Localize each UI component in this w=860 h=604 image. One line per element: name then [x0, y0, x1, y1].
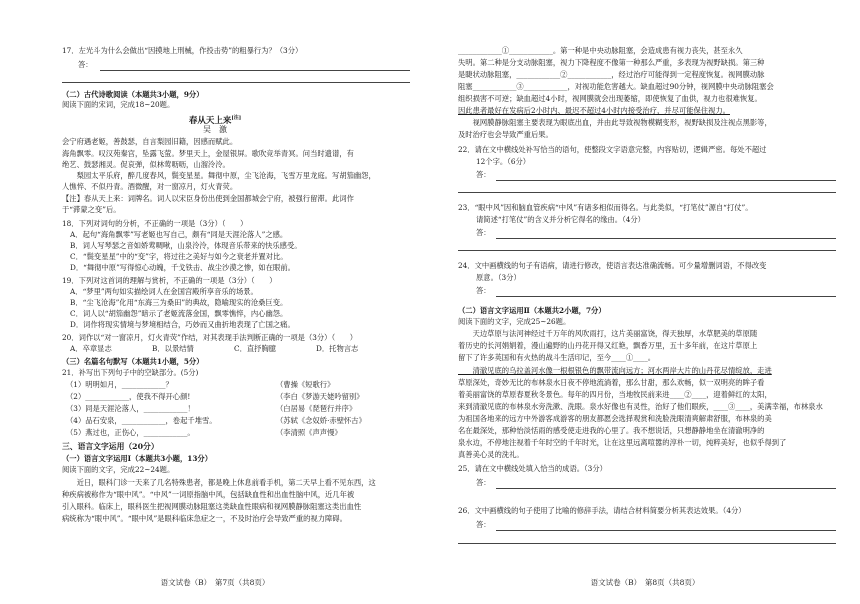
- poem-line: 梨园太平乐府，醉几度春风，鬓变星星。舞彻中原，尘飞沧海，飞雪万里龙庭。写胡笳幽怨，: [62, 171, 376, 180]
- fill-blank-item[interactable]: （3）同是天涯沦落人，____________！: [66, 404, 195, 413]
- question-18: 18．下列对词句的分析，不正确的一项是（3分）（ ）: [62, 219, 248, 228]
- option[interactable]: B．以景结情: [152, 344, 194, 353]
- passage-line: 近日，眼科门诊一天来了几名特殊患者，都是晚上休息前看手机，第二天早上看不见东西，这: [62, 478, 376, 487]
- right-page: [430, 0, 860, 604]
- answer-line[interactable]: [458, 543, 836, 544]
- page-footer: 语文试卷（B） 第7页（共8页）: [160, 578, 270, 587]
- option[interactable]: A．起句“海角飘零”写老姬也写自己，颇有“同是天涯沦落人”之感。: [70, 230, 288, 239]
- answer-line[interactable]: [496, 238, 836, 239]
- fill-blank-item[interactable]: （5）燕过也，正伤心，____________。: [66, 428, 195, 437]
- section-intro: 阅读下面的宋词，完成18~20题。: [62, 100, 175, 109]
- question-21: 21．补写出下列句子中的空缺部分。(5分): [62, 368, 199, 377]
- answer-line[interactable]: [458, 250, 836, 251]
- answer-label: 答：: [476, 170, 491, 179]
- question-22: 22．请在文中横线处补写恰当的语句，使整段文字语意完整，内容贴切，逻辑严密。每处不超过: [458, 145, 767, 154]
- passage-line: 来到清澈见底的布林泉水旁洗漱、洗眼。泉水好像也有灵性，治好了他们眼疾，____③____，美满幸福，布林泉水: [458, 402, 823, 411]
- answer-label: 答：: [476, 286, 491, 295]
- passage-line: 真善美心灵的洗礼。: [458, 450, 524, 459]
- answer-line[interactable]: [496, 488, 836, 489]
- question-22-cont: 12个字。（6分）: [476, 157, 531, 166]
- option[interactable]: B．“尘飞沧海”化用“东海三为桑田”的典故，隐喻现实的沧桑巨变。: [70, 298, 288, 307]
- passage-line: 名在最深处，那种怡淡恬雨的感受使走进我的心里了。我不想说话，只想静静地坐在清澈明净的: [458, 426, 765, 435]
- answer-label: 答：: [78, 60, 93, 69]
- poem-line: 人憔悴、不似丹青。酒微醒，对一窗凉月，灯火青荧。: [62, 182, 238, 191]
- question-17: 17．左光斗为什么会做出“因摸地上刑械，作投击势”的粗暴行为？（3分）: [62, 46, 303, 55]
- underlined-sentence: 清澈见底的乌拉盖河水像一根根银色的飘带流向远方；河水两岸大片的山丹花尽情绽放，走进: [458, 366, 772, 375]
- passage-line: ____________①____________。第一种是中央动脉阻塞，会造成患有视力丧失，甚至永久: [458, 46, 743, 55]
- answer-line[interactable]: [458, 192, 836, 193]
- passage-line: 视网膜静脉阻塞主要表现为眼底出血，并由此导致视物模糊变形，视野缺损及注视点黑影等，: [458, 118, 772, 127]
- passage-line: 组织损害不可逆；缺血超过4小时，视网膜就会出现萎缩，即使恢复了血供，视力也很难恢复。: [458, 94, 762, 103]
- question-24: 24．文中画横线的句子有语病，请进行修改，使语言表达准确流畅。可少量增删词语，不得改变: [458, 261, 767, 270]
- question-25: 25．请在文中横线处填入恰当的成语。（3分）: [458, 464, 607, 473]
- question-23: 23．“眼中风”因和脑血管疾病“中风”有诸多相似而得名。与此类似，“打笔仗”源自“打仗”。: [458, 203, 753, 212]
- question-19: 19．下列对这首词的理解与赏析，不正确的一项是（3分）（ ）: [62, 276, 277, 285]
- part-title: 三、语言文字运用（20分）: [62, 442, 159, 451]
- fill-blank-item[interactable]: （1）明明如月，____________？: [66, 380, 173, 389]
- poem-line: 绝艺、鼓瑟湘灵。促哀弹，似林莺呖呖，山溜泠泠。: [62, 160, 230, 169]
- option[interactable]: C．直抒胸臆: [234, 344, 277, 353]
- answer-line[interactable]: [62, 82, 410, 83]
- option[interactable]: C．词人以“胡笳幽怨”暗示了老姬流落金国，飘零憔悴，内心幽怨。: [70, 309, 288, 318]
- passage-line: 种疾病被称作为“眼中风”。“中风”一词原指脑中风，包括缺血性和出血性脑中风，近几年被: [62, 490, 355, 499]
- section-title: （二）古代诗歌阅读（本题共3小题，9分）: [62, 90, 204, 99]
- underlined-sentence: 因此患者最好在发病后2小时内、最迟不超过4小时内接受治疗，并尽可能保住视力。: [458, 106, 730, 115]
- option[interactable]: D．托物言志: [316, 344, 359, 353]
- question-24-cont: 原意。（3分）: [476, 273, 521, 282]
- section-intro: 阅读下面的文字，完成25~26题。: [458, 317, 571, 326]
- answer-line[interactable]: [496, 296, 836, 297]
- passage-line: 着美丽富饶的草原春夏秋冬景色。每年的四月份，当地牧民前来进____②____，迎着鲜红的太阳，: [458, 390, 772, 399]
- passage-line: 着历史的长河娟娟着，漫山遍野的山丹花开得又红艳，飘香万里，五十多年前，在这片草原上: [458, 341, 758, 350]
- option[interactable]: A．“梦里”两句如实描绘词人在金国宫殿所享音乐的场景。: [70, 287, 258, 296]
- passage-line: 阻塞____________③____________，对视功能危害越大。缺血超过90分钟，视网膜中央动脉阻塞会: [458, 82, 774, 91]
- answer-line[interactable]: [100, 70, 410, 71]
- passage-line: 天边草原与法河神经过千万年的风吹雨打，这片美丽富饶，得天独厚，水草肥美的草原随: [458, 329, 758, 338]
- question-26: 26．文中画横线的句子使用了比喻的修辞手法，请结合材料简要分析其表达效果。（4分）: [458, 506, 746, 515]
- fill-blank-source: （苏轼《念奴娇·赤壁怀古》: [276, 416, 366, 425]
- fill-blank-source: （白居易《琵琶行并序》: [276, 404, 357, 413]
- poem-title: 春从天上来[注]: [188, 115, 242, 126]
- fill-blank-item[interactable]: （2）____________，使我不得开心颜!: [66, 392, 191, 401]
- section-title: （二）语言文字运用Ⅱ（本题共2小题，7分）: [458, 306, 606, 315]
- option[interactable]: A．卒章显志: [70, 344, 112, 353]
- fill-blank-source: （李白《梦游天姥吟留别》: [276, 392, 364, 401]
- section-title: （三）名篇名句默写（本题共1小题，5分）: [62, 357, 204, 366]
- answer-label: 答：: [476, 228, 491, 237]
- passage-line: 为祖国各地来的远方中外游客成游客的朋友都愿会选择观赏和洗脸洗眼清爽解肃舒服，布林泉的美: [458, 414, 772, 423]
- option[interactable]: D．词作将现实情境与梦境相结合，巧妙而又曲折地表现了亡国之痛。: [70, 320, 295, 329]
- passage-line: 病统称为“眼中风”。“眼中风”是眼科临床急症之一，不及时治疗会导致严重的视力障碍。: [62, 514, 347, 523]
- poem-line: 海角飘零。叹汉苑秦宫，坠露飞萤。梦里天上，金屋银屏。歌吹竞举青冥。问当时遗谱，有: [62, 149, 354, 158]
- poem-author: 吴 激: [203, 125, 227, 134]
- answer-line[interactable]: [496, 180, 836, 181]
- passage-line: 泉水边，不停地注视着千年时空的千年时光，让在这里远离喧嚣的淳朴一切，纯粹美好，也似乎得到了: [458, 438, 787, 447]
- passage-line: 引入眼科。临床上，眼科医生把视网膜动脉阻塞这类缺血性眼病和视网膜静脉阻塞这类出血性: [62, 502, 362, 511]
- fill-blank-source: （李清照《声声慢》: [276, 428, 342, 437]
- section-intro: 阅读下面的文字，完成22~24题。: [62, 465, 175, 474]
- page-footer: 语文试卷（B） 第8页（共8页）: [590, 578, 700, 587]
- answer-label: 答：: [476, 478, 491, 487]
- option[interactable]: D．“舞彻中原”写得惊心动魄，千戈铁击、战尘沙漠之惨，如在眼前。: [70, 263, 295, 272]
- poem-note: 于“滞蒙之变”后。: [62, 205, 121, 214]
- fill-blank-source: （曹操《短歌行》: [276, 380, 335, 389]
- passage-line: 草原深处，奇妙无比的布林泉水日夜不停地流淌着，那么甘甜，那么欢畅，似一双明亮的眸子看: [458, 378, 765, 387]
- note-marker: [注]: [231, 115, 242, 121]
- question-20: 20．词作以“对一窗凉月，灯火青荧”作结，对其表现手法判断正确的一项是（3分）（ ）: [62, 333, 358, 342]
- poem-note: 【注】春从天上来：词牌名。词人以宋臣身份出使到金国都城会宁府，被强行留滞。此词作: [62, 194, 354, 203]
- passage-line: 及时治疗也会导致严重后果。: [458, 130, 553, 139]
- option[interactable]: C．“鬓变星星”中的“变”字，将过往之美好与如今之衰老并置对比。: [70, 252, 288, 261]
- answer-line[interactable]: [496, 530, 836, 531]
- passage-line: 失明。第二种是分支动脉阻塞，视力下降程度不像第一种那么严重，多表现为视野缺损。第三种: [458, 58, 765, 67]
- passage-line: [458, 366, 772, 376]
- question-23-cont: 请简述“打笔仗”的含义并分析它得名的缘由。（4分）: [476, 215, 645, 224]
- fill-blank-item[interactable]: （4）品石安泉，____________，卷起千堆雪。: [66, 416, 217, 425]
- passage-line: 留下了许多英国和有火热的战斗生活印记，至今____①____。: [458, 353, 656, 362]
- answer-label: 答：: [476, 520, 491, 529]
- passage-line: 是睫状动脉阻塞，____________②____________，经过治疗可能得到一定程度恢复。视网膜动脉: [458, 70, 765, 79]
- poem-preface: 会宁府遇老姬，善鼓瑟，自言梨园旧籍，因感而赋此。: [62, 137, 238, 146]
- option[interactable]: B．词人写琴瑟之音如娇莺啁啾，山泉泠泠，体现音乐带来的快乐感受。: [70, 241, 302, 250]
- section-title: （一）语言文字运用Ⅰ（本题共3小题，13分）: [62, 454, 212, 463]
